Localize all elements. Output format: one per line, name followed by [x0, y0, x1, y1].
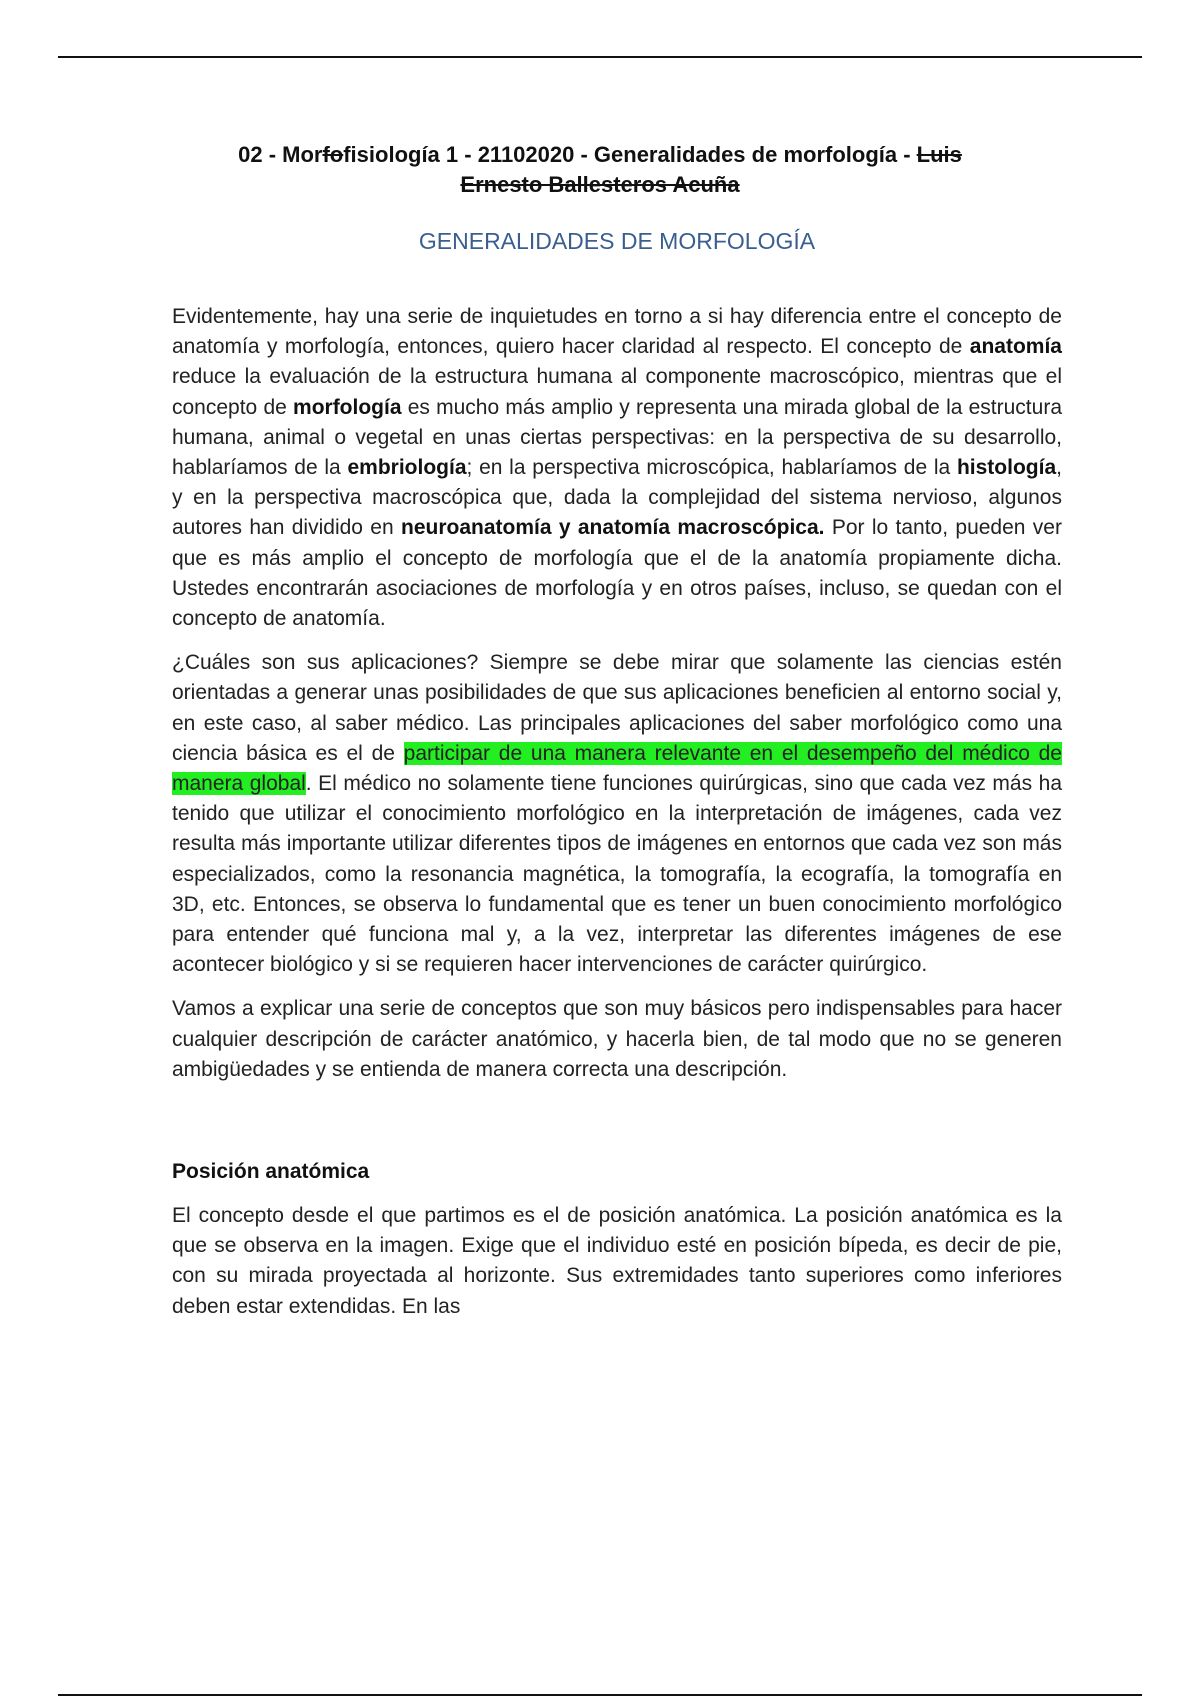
title-struck-text: fo [322, 142, 344, 167]
title-part-1: 02 - Mor [238, 142, 323, 167]
p1-text-4: ; en la perspectiva microscópica, hablaríamos de la [466, 456, 957, 480]
title-redacted-line: Ernesto Ballesteros Acuña [460, 172, 740, 197]
p1-bold-anatomia: anatomía [969, 335, 1062, 359]
p1-text-1: Evidentemente, hay una serie de inquietudes en torno a si hay diferencia entre el concepto de anatomía y morfología, entonces, quiero hacer claridad al respecto. El concepto de [172, 305, 1062, 359]
paragraph-3: Vamos a explicar una serie de conceptos que son muy básicos pero indispensables para hacer cualquier descripción de carácter anatómico, y hacerla bien, de tal modo que no se generen ambigüedades y se entienda de manera correcta una descripción. [172, 997, 1062, 1081]
title-redacted-word: Luis [916, 142, 962, 167]
p1-text-5: , y en la perspectiva macroscópica que, dada la complejidad del sistema nervioso, algunos autores han dividido en [172, 456, 1062, 540]
document-body [172, 302, 1062, 1336]
p1-bold-neuroanatomia: neuroanatomía y anatomía macroscópica. [401, 516, 825, 540]
title-part-2: fisiología 1 - 21102020 - Generalidades de morfología - [343, 142, 917, 167]
p1-bold-morfologia: morfología [293, 395, 402, 419]
bottom-rule [58, 1694, 1142, 1696]
p1-bold-embriologia: embriología [347, 456, 467, 480]
top-rule [58, 56, 1142, 58]
section-heading: GENERALIDADES DE MORFOLOGÍA [418, 228, 816, 254]
document-title [172, 140, 1028, 200]
p1-text-3: es mucho más amplio y representa una mirada global de la estructura humana, animal o vegetal en unas ciertas perspectivas: en la perspectiva de su desarrollo, hablaríamos de la [172, 395, 1062, 480]
p1-text-2: reduce la evaluación de la estructura humana al componente macroscópico, mientras que el concepto de [172, 365, 1062, 419]
subheading-posicion-anatomica: Posición anatómica [172, 1160, 370, 1184]
p2-text-2: . El médico no solamente tiene funciones quirúrgicas, sino que cada vez más ha tenido que utilizar el conocimiento morfológico en la interpretación de imágenes, cada vez resulta más importante utilizar diferentes tipos de imágenes en entornos que cada vez son más especializados, como la resonancia magnética, la tomografía, la ecografía, la tomografía en 3D, etc. Entonces, se observa lo fundamental que es tener un buen conocimiento morfológico para entender qué funciona mal y, a la vez, interpretar las diferentes imágenes de ese acontecer biológico y si se requieren hacer intervenciones de carácter quirúrgico. [172, 772, 1062, 977]
p2-text-1: ¿Cuáles son sus aplicaciones? Siempre se debe mirar que solamente las ciencias estén orientadas a generar unas posibilidades de que sus aplicaciones beneficien al entorno social y, en este caso, al saber médico. Las principales aplicaciones del saber morfológico como una ciencia básica es el de [172, 651, 1062, 765]
p2-highlighted-text: participar de una manera relevante en el desempeño del médico de manera global [172, 741, 1062, 796]
p1-text-6: Por lo tanto, pueden ver que es más amplio el concepto de morfología que el de la anatomía propiamente dicha. Ustedes encontrarán asociaciones de morfología y en otros países, incluso, se quedan con el concepto de anatomía. [172, 516, 1062, 631]
paragraph-2 [172, 648, 1062, 980]
p1-bold-histologia: histología [956, 456, 1057, 480]
paragraph-1 [172, 302, 1062, 634]
paragraph-4: El concepto desde el que partimos es el de posición anatómica. La posición anatómica es la que se observa en la imagen. Exige que el individuo esté en posición bípeda, es decir de pie, con su mirada proyectada al horizonte. Sus extremidades tanto superiores como inferiores deben estar extendidas. En las [172, 1204, 1062, 1318]
